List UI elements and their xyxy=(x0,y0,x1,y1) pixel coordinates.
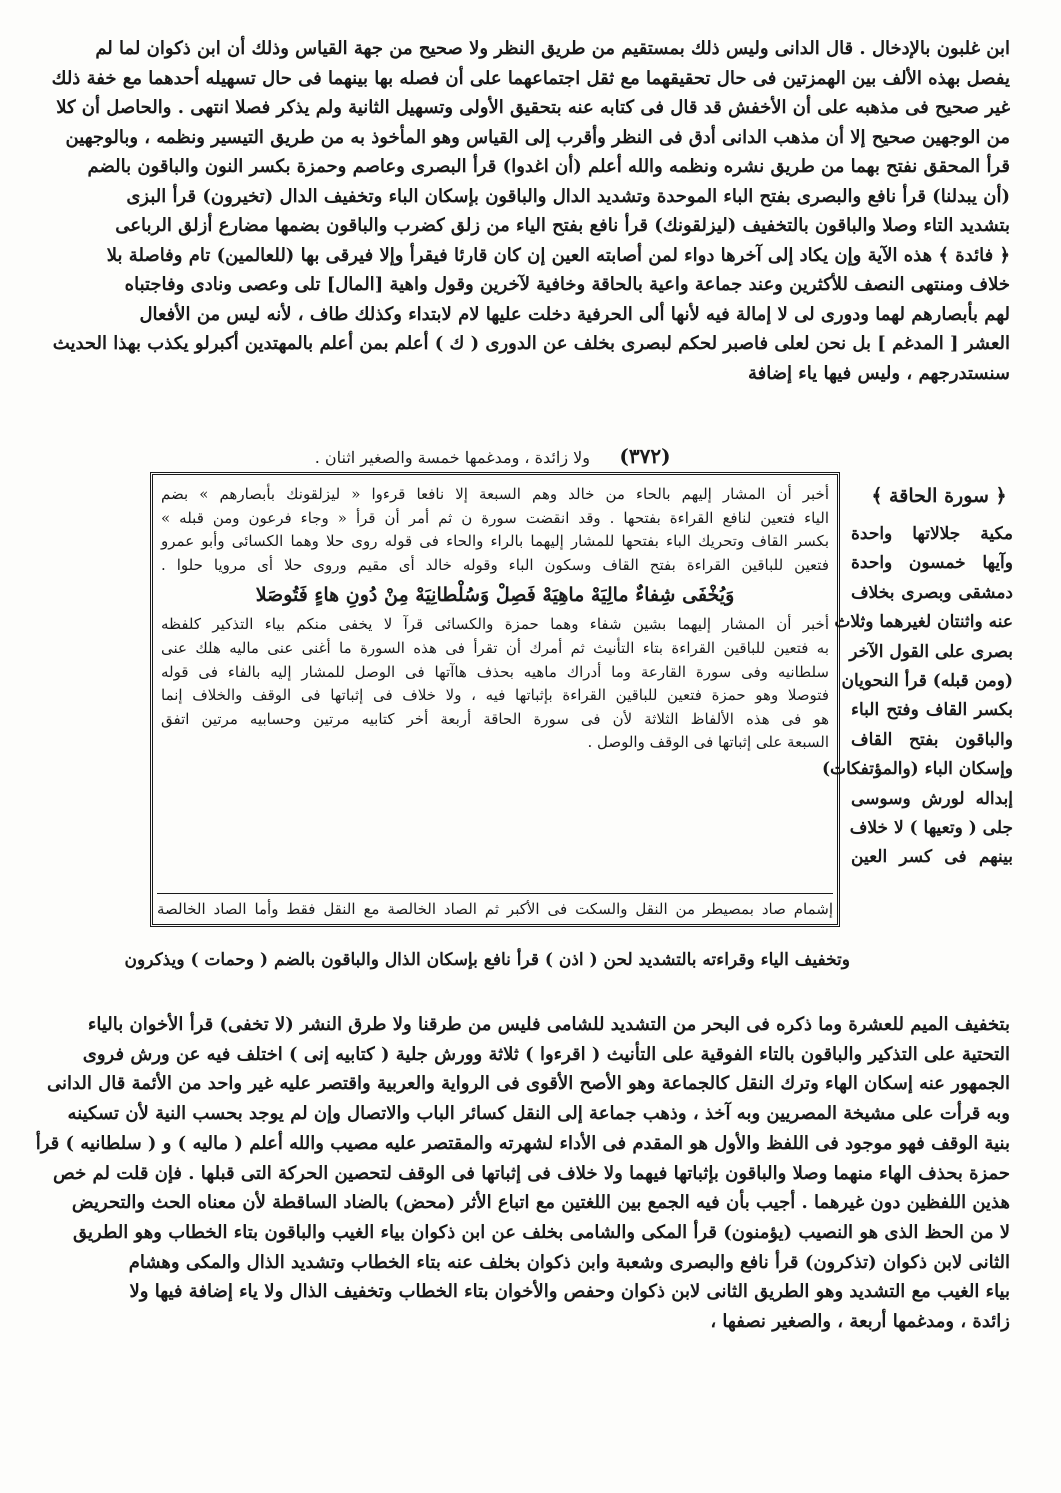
text-line: حمزة بحذف الهاء منهما وصلا والباقون بإثباتها فيهما ولا خلاف فى إثباتها فى الوقف لتحصين الحركة التى قبلها . فإن قلت لم خص xyxy=(53,1162,1010,1184)
text-line: عنه واثنتان لغيرهما وثلاث xyxy=(834,612,1013,633)
poem-verse: وَيُخْفَى شِفاءٌ مالِيَهْ ماهِيَهْ فَصِلْ وَسُلْطانِيَهْ مِنْ دُونِ هاءٍ فَتُوصَلا xyxy=(255,584,735,607)
text-line: الثانى لابن ذكوان (تذكرون) قرأ نافع والبصرى وشعبة وابن ذكوان بخلف عنه بتاء الخطاب وتشديد الذال والمكى وهشام xyxy=(128,1251,1010,1273)
text-line: الجمهور عنه إسكان الهاء وترك النقل كالجماعة وهو الأصح الأقوى فى الرواية والعربية واقتصر عليه غير واحد من الأئمة قال الدانى xyxy=(46,1073,1010,1095)
text-line: العشر [ المدغم ] بل نحن لعلى فاصبر لحكم لبصرى بخلف عن الدورى ( ك ) أعلم بمن أعلم بالمهتدين أكبرلو يكذب بهذا الحديث xyxy=(52,333,1010,354)
text-line: وبه قرأت على مشيخة المصريين وبه آخذ ، وذهب جماعة إلى النقل كسائر الباب والاتصال وإن لم يوجد بحسب النية لأن تسكينه xyxy=(67,1103,1010,1125)
text-line: بصرى على القول الآخر xyxy=(849,641,1013,662)
text-line: هذين اللفظين دون غيرهما . أجيب بأن فيه الجمع بين اللغتين مع اتباع الأثر (محض) بالضاد الساقطة لأن معناه الحث والتحريض xyxy=(71,1192,1010,1214)
text-line: بياء الغيب مع التشديد وهو الطريق الثانى لابن ذكوان وحفص والأخوان بتاء الخطاب وتخفيف الذال ولا ياء إضافة فيها ولا xyxy=(129,1281,1010,1303)
top-text-block xyxy=(51,34,1010,388)
text-line: فتعين للباقين القراءة بفتح القاف وسكون الباء وقوله خالد أى مقيم وروى حلا أى مرويا حلوا . xyxy=(161,555,829,574)
bottom-text-block xyxy=(35,1010,1010,1337)
text-line: هو فى هذه الألفاظ الثلاثة لأن فى سورة الحاقة أربعة أخر كتابيه مرتين وحسابيه مرتين اتفق xyxy=(161,709,829,728)
text-line: أخبر أن المشار إليهم بالحاء من خالد وهم السبعة إلا نافعا قرءوا « ليزلقونك بأبصارهم » بضم xyxy=(161,485,829,503)
footnote-line: إشمام صاد بمصيطر من النقل والسكت فى الأكبر ثم الصاد الخالصة مع النقل فقط وأما الصاد الخالصة xyxy=(157,893,833,920)
text-line: قرأ المحقق نفتح بهما من طريق نشره ونظمه والله أعلم (أن اغدوا) قرأ البصرى وعاصم وحمزة بكسر النون والباقون بالضم xyxy=(87,156,1010,177)
text-line: بينهم فى كسر العين xyxy=(851,847,1013,868)
text-line: السبعة على إثباتها فى الوقف والوصل . xyxy=(587,733,829,752)
commentary-top xyxy=(161,483,829,577)
text-line: وإسكان الباء (والمؤتفكات) xyxy=(822,759,1013,780)
text-line: سلطانيه وفى سورة القارعة وما أدراك ماهيه بحذف هاآتها فى الوصل للمشار إليه بالفاء فى قوله xyxy=(161,662,829,681)
text-line: وآيها خمسون واحدة xyxy=(851,553,1013,574)
page-number: (٣٧٢) xyxy=(619,444,671,468)
text-line: مكية جلالاتها واحدة xyxy=(851,524,1013,544)
text-line: (ومن قبله) قرأ النحويان xyxy=(841,671,1013,692)
text-line: بتخفيف الميم للعشرة وما ذكره فى البحر من التشديد للشامى فليس من طرقنا ولا طرق النشر (لا تخفى) قرأ الأخوان بالياء xyxy=(87,1014,1010,1035)
text-line: وتخفيف الياء وقراءته بالتشديد لحن ( اذن ) قرأ نافع بإسكان الذال والباقون بالضم ( وحمات ) ويذكرون xyxy=(124,950,850,970)
text-line: (أن يبدلنا) قرأ نافع والبصرى بفتح الباء الموحدة وتشديد الدال والباقون بإسكان الباء وتخفيف الدال (تخيرون) قرأ البزى xyxy=(126,185,1010,207)
text-line: التحتية على التذكير والباقون بالتاء الفوقية على التأنيث ( اقرءوا ) ثلاثة وورش جلية ( كتابيه إنى ) اختلف فيه عن ورش فروى xyxy=(82,1043,1010,1065)
text-line: غير صحيح فى مذهبه على أن الأخفش قد قال فى كتابه عنه بتحقيق الأولى وتسهيل الثانية ولم يذكر فصلا انتهى . والحاصل أن كلا xyxy=(56,97,1010,118)
surah-title: ﴿ سورة الحاقة ﴾ xyxy=(871,485,1007,507)
text-line: ابن غلبون بالإدخال . قال الدانى وليس ذلك بمستقيم من طريق النظر ولا صحيح من جهة القياس وذلك أن ابن ذكوان لما لم xyxy=(95,38,1010,59)
text-line: خلاف ومنتهى النصف للأكثرين وعند جماعة واعية بالحاقة وخافية لآخرين وقول واهية [المال] تلى وعصى ونادى وفاجتباه xyxy=(124,274,1010,295)
text-line: ﴿ فائدة ﴾ هذه الآية وإن يكاد إلى آخرها دواء لمن أصابته العين إن كان قارئا فيقرأ وإلا فيرقى بها (للعالمين) تام وفاصلة بلا xyxy=(106,244,1010,266)
text-line: سنستدرجهم ، وليس فيها ياء إضافة xyxy=(747,362,1010,384)
text-line: لهم بأبصارهم لهما ودورى لى لا إمالة فيه لأنها ألى الحرفية دخلت عليها لام لابتداء وكذلك طاف ، لأنه ليس من الأفعال xyxy=(139,303,1010,325)
text-line: به فتعين للباقين القراءة بتاء التأنيث ثم أمرك أن تقرأ فى هذه السورة ما أغنى عنى ماليه هلك عنى xyxy=(161,638,829,657)
text-line: لا من الحظ الذى هو النصيب (يؤمنون) قرأ المكى والشامى بخلف عن ابن ذكوان بياء الغيب والباقون بتاء الخطاب وهو الطريق xyxy=(73,1221,1010,1243)
commentary-bottom xyxy=(161,613,829,755)
text-line: الياء فتعين لنافع القراءة بفتحها . وقد انقضت سورة ن ثم أمر أن قرأ « وجاء فرعون ومن قبله » xyxy=(161,508,829,527)
text-line: من الوجهين صحيح إلا أن مذهب الدانى أدق فى النظر وأقرب إلى القياس وهو المأخوذ به من طريق التيسير ونظمه ، وبالوجهين xyxy=(65,126,1010,148)
continuation-line-block xyxy=(124,946,850,976)
text-line: دمشقى وبصرى بخلاف xyxy=(851,582,1013,603)
text-line: إبداله لورش وسوسى xyxy=(851,788,1013,809)
commentary-box-body xyxy=(161,483,829,755)
text-line: بتشديد التاء وصلا والباقون بالتخفيف (ليزلقونك) قرأ نافع بفتح الياء من زلق كضرب والباقون بضمها مضارع أزلق الرباعى xyxy=(115,215,1010,236)
page-number-trailing-text: ولا زائدة ، ومدغمها خمسة والصغير اثنان . xyxy=(314,448,590,467)
sidebar-column xyxy=(822,520,1013,873)
text-line: والباقون بفتح القاف xyxy=(851,729,1013,750)
text-line: زائدة ، ومدغمها أربعة ، والصغير نصفها ، xyxy=(710,1311,1010,1333)
text-line: جلى ( وتعيها ) لا خلاف xyxy=(849,818,1013,839)
text-line: يفصل بهذه الألف بين الهمزتين فى حال تحقيقهما مع ثقل اجتماعهما على أن فصله بها بينهما فى حال تسهيله أحدهما مع خفة ذلك xyxy=(51,67,1010,89)
commentary-box xyxy=(150,472,840,927)
text-line: بكسر القاف وفتح الباء xyxy=(851,700,1013,721)
text-line: أخبر أن المشار إليهما بشين شفاء وهما حمزة والكسائى قرآ لا يخفى منكم بياء التذكير كلفظه xyxy=(161,615,829,634)
text-line: بكسر القاف وتحريك الباء بفتحها للمشار إليهما بالراء والحاء فى قوله روى حلا وهما الكسائى وأبو عمرو xyxy=(161,532,829,551)
text-line: فتوصلا وهو حمزة فتعين للباقين القراءة بإثباتها فيه ، ولا خلاف فى إثباتها فى الوقف والخلاف إنما xyxy=(161,686,829,705)
text-line: بنية الوقف فهو موجود فى اللفظ والأول هو المقدم فى الأداء لشهرته والمقتصر عليه مصيب والله أعلم ( ماليه ) و ( سلطانيه ) قرأ xyxy=(35,1132,1010,1154)
